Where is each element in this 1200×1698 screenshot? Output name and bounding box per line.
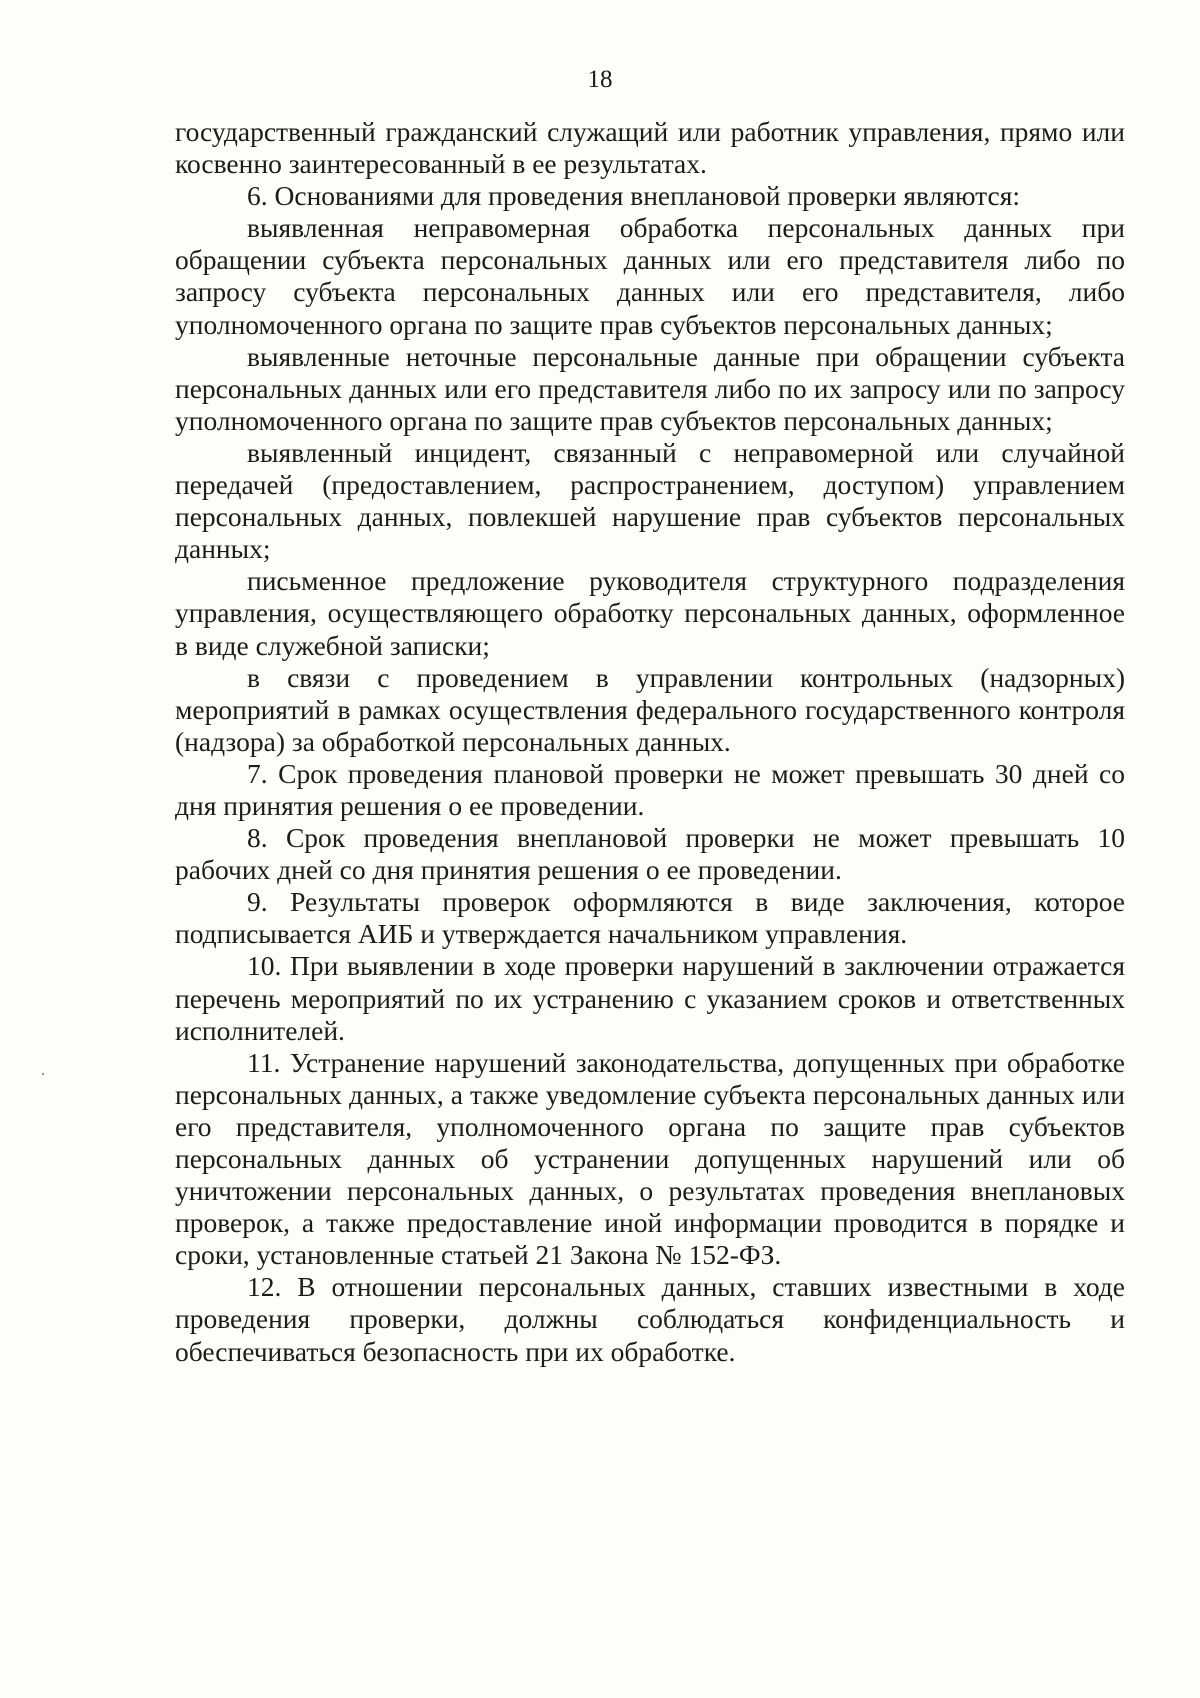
paragraph-basis-unlawful-processing: выявленная неправомерная обработка персональных данных при обращении субъекта персональных данных или его представителя либо по запросу субъекта персональных данных или его представителя, либо уполномоченного органа по защите прав субъектов персональных данных;	[175, 212, 1125, 340]
paragraph-item-7: 7. Срок проведения плановой проверки не может превышать 30 дней со дня принятия решения о ее проведении.	[175, 757, 1125, 821]
paragraph-item-12: 12. В отношении персональных данных, ставших известными в ходе проведения проверки, должны соблюдаться конфиденциальность и обеспечиваться безопасность при их обработке.	[175, 1271, 1125, 1367]
paragraph-continuation: государственный гражданский служащий или работник управления, прямо или косвенно заинтересованный в ее результатах.	[175, 116, 1125, 180]
scan-speck	[42, 1073, 44, 1075]
paragraph-basis-incident: выявленный инцидент, связанный с неправомерной или случайной передачей (предоставлением, распространением, доступом) управлением персональных данных, повлекшей нарушение прав субъектов персональных данных;	[175, 436, 1125, 565]
paragraph-item-11: 11. Устранение нарушений законодательства, допущенных при обработке персональных данных, а также уведомление субъекта персональных данных или его представителя, уполномоченного органа по защите прав субъектов персональных данных об устранении допущенных нарушений или об уничтожении персональных данных, о результатах проведения внеплановых проверок, а также предоставление иной информации проводится в порядке и сроки, установленные статьей 21 Закона № 152-ФЗ.	[175, 1046, 1125, 1271]
paragraph-basis-inaccurate-data: выявленные неточные персональные данные при обращении субъекта персональных данных или его представителя либо по их запросу или по запросу уполномоченного органа по защите прав субъектов персональных данных;	[175, 340, 1125, 436]
paragraph-item-9: 9. Результаты проверок оформляются в виде заключения, которое подписывается АИБ и утверждается начальником управления.	[175, 886, 1125, 950]
paragraph-item-8: 8. Срок проведения внеплановой проверки не может превышать 10 рабочих дней со дня принятия решения о ее проведении.	[175, 822, 1125, 886]
paragraph-item-6: 6. Основаниями для проведения внеплановой проверки являются:	[247, 180, 1020, 212]
page-number: 18	[587, 66, 613, 93]
document-body	[175, 116, 1125, 1368]
paragraph-basis-written-proposal: письменное предложение руководителя структурного подразделения управления, осуществляющего обработку персональных данных, оформленное в виде служебной записки;	[175, 565, 1125, 661]
paragraph-basis-control-measures: в связи с проведением в управлении контрольных (надзорных) мероприятий в рамках осуществления федерального государственного контроля (надзора) за обработкой персональных данных.	[175, 661, 1125, 757]
paragraph-item-10: 10. При выявлении в ходе проверки нарушений в заключении отражается перечень мероприятий по их устранению с указанием сроков и ответственных исполнителей.	[175, 950, 1125, 1046]
